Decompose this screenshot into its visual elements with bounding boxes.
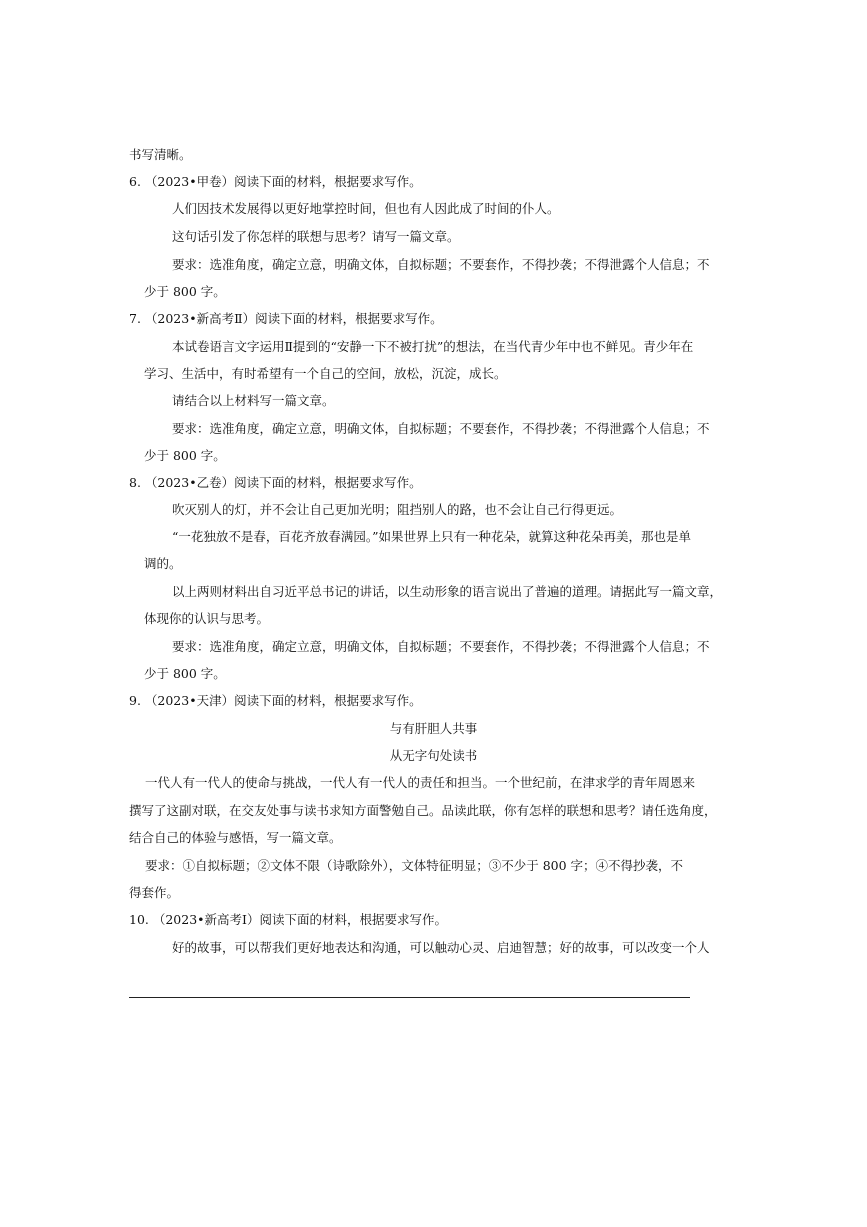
question-7-requirements: 要求：选准角度，确定立意，明确文体，自拟标题；不要套作，不得抄袭；不得泄露个人信息；不 [172,421,710,436]
question-7-heading: 7. （2023•新高考Ⅱ）阅读下面的材料，根据要求写作。 [129,311,443,326]
couplet-line-2: 从无字句处读书 [389,748,478,763]
question-8-heading: 8. （2023•乙卷）阅读下面的材料，根据要求写作。 [129,475,422,490]
question-7-requirements-cont: 少于 800 字。 [144,448,226,463]
question-9-requirements-cont: 得套作。 [129,885,180,900]
question-9-material-cont-2: 结合自己的体验与感悟，写一篇文章。 [129,830,342,845]
footer-divider [129,997,690,998]
question-9-material-cont: 撰写了这副对联，在交友处事与读书求知方面警勉自己。品读此联，你有怎样的联想和思考？请任选角度， [129,803,717,818]
question-8-material-2-cont: 调的。 [144,556,182,571]
question-10-heading: 10. （2023•新高考Ⅰ）阅读下面的材料，根据要求写作。 [129,912,447,927]
couplet-line-1: 与有肝胆人共事 [389,721,478,736]
question-6-prompt: 这句话引发了你怎样的联想与思考？请写一篇文章。 [172,229,460,244]
question-8-prompt-cont: 体现你的认识与思考。 [144,611,270,626]
question-8-material-1: 吹灭别人的灯，并不会让自己更加光明；阻挡别人的路，也不会让自己行得更远。 [172,502,623,517]
question-7-material: 本试卷语言文字运用Ⅱ提到的“安静一下不被打扰”的想法，在当代青少年中也不鲜见。青少年在 [172,339,694,354]
question-8-prompt: 以上两则材料出自习近平总书记的讲话，以生动形象的语言说出了普遍的道理。请据此写一篇文章， [172,584,723,599]
question-6-material: 人们因技术发展得以更好地掌控时间，但也有人因此成了时间的仆人。 [172,201,560,216]
question-9-heading: 9. （2023•天津）阅读下面的材料，根据要求写作。 [129,693,422,708]
text-line: 书写清晰。 [129,147,192,162]
question-7-material-cont: 学习、生活中，有时希望有一个自己的空间，放松，沉淀，成长。 [144,366,507,381]
question-7-prompt: 请结合以上材料写一篇文章。 [172,393,335,408]
question-6-heading: 6. （2023•甲卷）阅读下面的材料，根据要求写作。 [129,174,422,189]
question-9-requirements: 要求：①自拟标题；②文体不限（诗歌除外），文体特征明显；③不少于 800 字；④不得抄袭，不 [145,858,684,873]
question-6-requirements: 要求：选准角度，确定立意，明确文体，自拟标题；不要套作，不得抄袭；不得泄露个人信息；不 [172,257,710,272]
question-9-material: 一代人有一代人的使命与挑战，一代人有一代人的责任和担当。一个世纪前，在津求学的青年周恩来 [145,775,696,790]
question-6-requirements-cont: 少于 800 字。 [144,284,226,299]
question-8-requirements-cont: 少于 800 字。 [144,666,226,681]
question-8-requirements: 要求：选准角度，确定立意，明确文体，自拟标题；不要套作，不得抄袭；不得泄露个人信息；不 [172,639,710,654]
question-8-material-2: “一花独放不是春，百花齐放春满园。”如果世界上只有一种花朵，就算这种花朵再美，那也是单 [172,529,692,544]
question-10-material: 好的故事，可以帮我们更好地表达和沟通，可以触动心灵、启迪智慧；好的故事，可以改变一个人 [172,940,710,955]
